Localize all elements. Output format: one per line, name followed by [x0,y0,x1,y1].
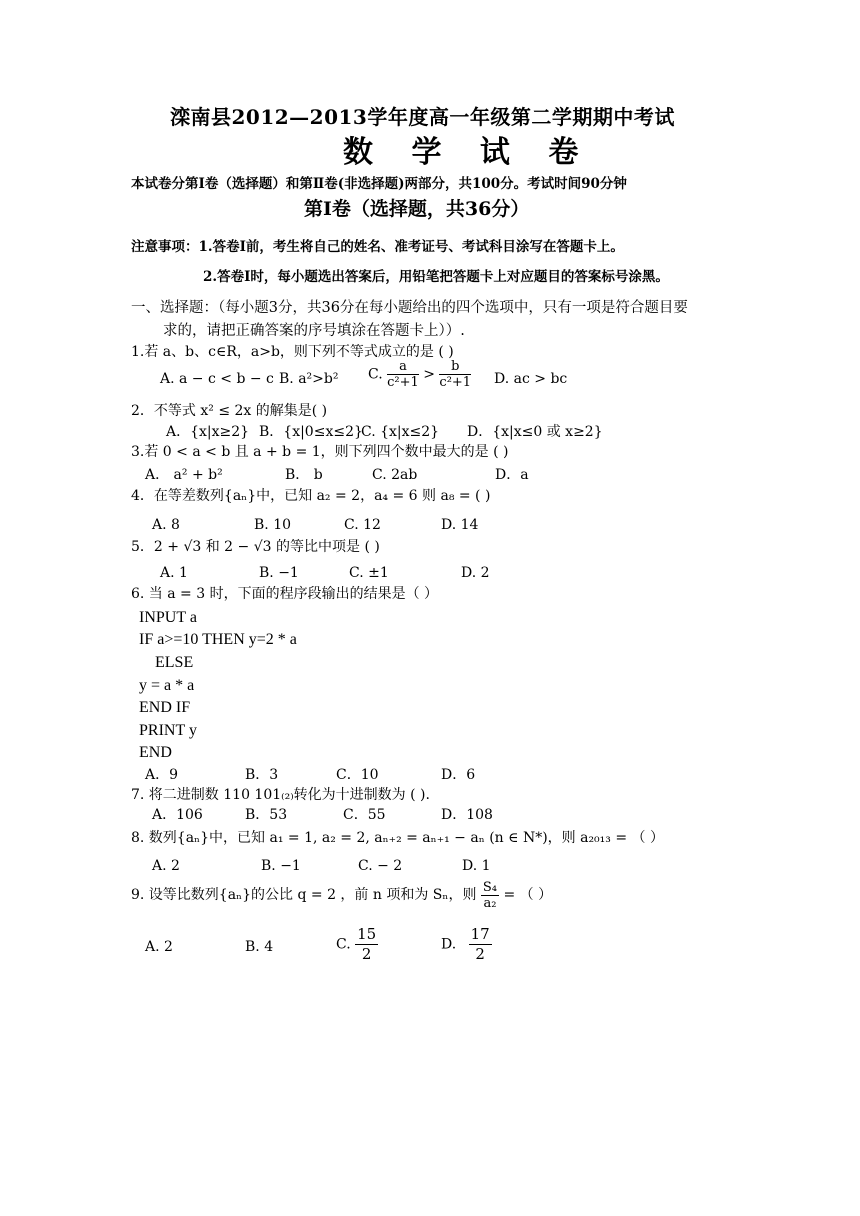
question-9-stem-text: 9. 设等比数列{aₙ}的公比 q = 2 ，前 n 项和为 Sₙ，则 [131,887,477,903]
section-instructions-line-1: 一、选择题：（每小题3分，共36分在每小题给出的四个选项中，只有一项是符合题目要 [131,300,688,316]
question-5-option-b: B. −1 [259,565,299,581]
question-6-code-line-4: y = a * a [139,677,195,694]
fraction-denominator: c²+1 [439,375,472,390]
question-9-option-c-label: C. [336,936,351,953]
question-9-stem-end: = （ ） [503,887,553,903]
question-9-option-b: B. 4 [245,939,274,955]
question-7-stem: 7. 将二进制数 110 101₍₂₎转化为十进制数为 ( ). [131,787,430,803]
question-8-option-a: A. 2 [152,858,180,874]
notes-label: 注意事项： [131,239,199,255]
question-9-option-a: A. 2 [145,939,173,955]
question-2-option-c: C. {x|x≤2} [361,424,440,440]
question-6-option-d: D．6 [441,767,476,783]
fraction-numerator: 15 [357,925,377,943]
notes-item-2: 2.答卷Ⅰ时，每小题选出答案后，用铅笔把答题卡上对应题目的答案标号涂黑。 [203,269,669,285]
exam-subject-title: 数 学 试 卷 [343,135,593,170]
question-4-option-d: D. 14 [441,517,479,533]
fraction-denominator: 2 [475,945,485,963]
question-9-option-d-fraction [469,925,492,964]
question-2-option-a: A．{x|x≥2} [166,424,250,440]
part-title: 第Ⅰ卷（选择题，共36分） [304,198,530,220]
question-8-option-d: D. 1 [462,858,491,874]
question-3-option-b: B． b [285,467,323,483]
question-7-option-d: D．108 [441,807,493,823]
exam-header-title: 滦南县2012—2013学年度高一年级第二学期期中考试 [170,105,675,129]
question-2-option-d: D．{x|x≤0 或 x≥2} [467,424,603,440]
fraction-numerator: 17 [470,925,490,943]
question-1-option-c [368,359,471,390]
question-4-option-c: C. 12 [344,517,381,533]
fraction-denominator: a₂ [483,895,497,911]
question-1-option-b: B. a²>b² [279,371,339,387]
question-7-option-c: C．55 [343,807,386,823]
question-4-option-b: B. 10 [254,517,292,533]
question-2-stem: 2．不等式 x² ≤ 2x 的解集是( ) [131,403,328,419]
question-3-option-c: C. 2ab [372,467,418,483]
question-3-stem: 3.若 0 < a < b 且 a + b = 1，则下列四个数中最大的是 ( ) [131,444,509,460]
question-6-code-line-1: INPUT a [139,609,197,626]
question-6-option-b: B．3 [245,767,279,783]
question-6-code-line-2: IF a>=10 THEN y=2 * a [139,631,297,648]
question-9-stem [131,875,552,915]
exam-intro: 本试卷分第Ⅰ卷（选择题）和第Ⅱ卷(非选择题)两部分，共100分。考试时间90分钟 [131,176,627,192]
question-9-option-d-label: D. [441,936,457,953]
question-5-option-a: A. 1 [160,565,188,581]
question-1-fraction-left [387,359,419,390]
question-2-option-b: B．{x|0≤x≤2} [259,424,363,440]
question-1-fraction-operator: > [423,366,435,383]
question-9-option-d [441,925,492,964]
question-6-option-a: A．9 [145,767,179,783]
question-8-option-c: C. − 2 [358,858,403,874]
fraction-numerator: S₄ [482,879,498,895]
question-1-option-d: D. ac > bc [494,371,568,387]
question-9-stem-fraction [481,880,499,911]
question-1-option-a: A. a − c < b − c [160,371,274,387]
question-6-stem: 6. 当 a = 3 时，下面的程序段输出的结果是（ ） [131,586,439,602]
question-5-option-d: D. 2 [461,565,490,581]
question-5-option-c: C. ±1 [349,565,389,581]
question-7-option-b: B．53 [245,807,288,823]
fraction-numerator: b [439,359,471,375]
fraction-denominator: 2 [361,945,372,963]
notes-item-1: 1.答卷Ⅰ前，考生将自己的姓名、准考证号、考试科目涂写在答题卡上。 [198,239,624,255]
question-1-option-c-label: C. [368,366,383,383]
fraction-numerator: a [387,359,419,375]
question-6-code-line-6: PRINT y [139,722,197,739]
question-9-option-c [336,925,378,964]
fraction-denominator: c²+1 [387,375,419,390]
question-4-stem: 4．在等差数列{aₙ}中，已知 a₂ = 2，a₄ = 6 则 a₈ = ( ) [131,488,491,504]
question-5-stem: 5．2 + √3 和 2 − √3 的等比中项是 ( ) [131,539,380,555]
question-9-option-c-fraction [355,925,378,964]
question-6-code-line-7: END [139,744,172,761]
question-6-option-c: C．10 [336,767,379,783]
question-8-stem: 8. 数列{aₙ}中，已知 a₁ = 1, a₂ = 2, aₙ₊₂ = aₙ₊₁ − aₙ (n ∈ N*)，则 a₂₀₁₃ = （ ） [131,830,664,846]
question-3-option-d: D．a [495,467,529,483]
question-1-stem: 1.若 a、b、c∈R，a>b，则下列不等式成立的是 ( ) [131,344,454,360]
question-6-code-line-5: END IF [139,699,191,716]
question-8-option-b: B. −1 [261,858,301,874]
question-7-option-a: A．106 [152,807,203,823]
section-instructions-line-2: 求的，请把正确答案的序号填涂在答题卡上））. [163,323,465,339]
question-4-option-a: A. 8 [152,517,180,533]
question-1-fraction-right [439,359,471,390]
notes-line-1 [131,238,624,256]
question-6-code-line-3: ELSE [155,654,194,671]
question-3-option-a: A． a² + b² [145,467,223,483]
